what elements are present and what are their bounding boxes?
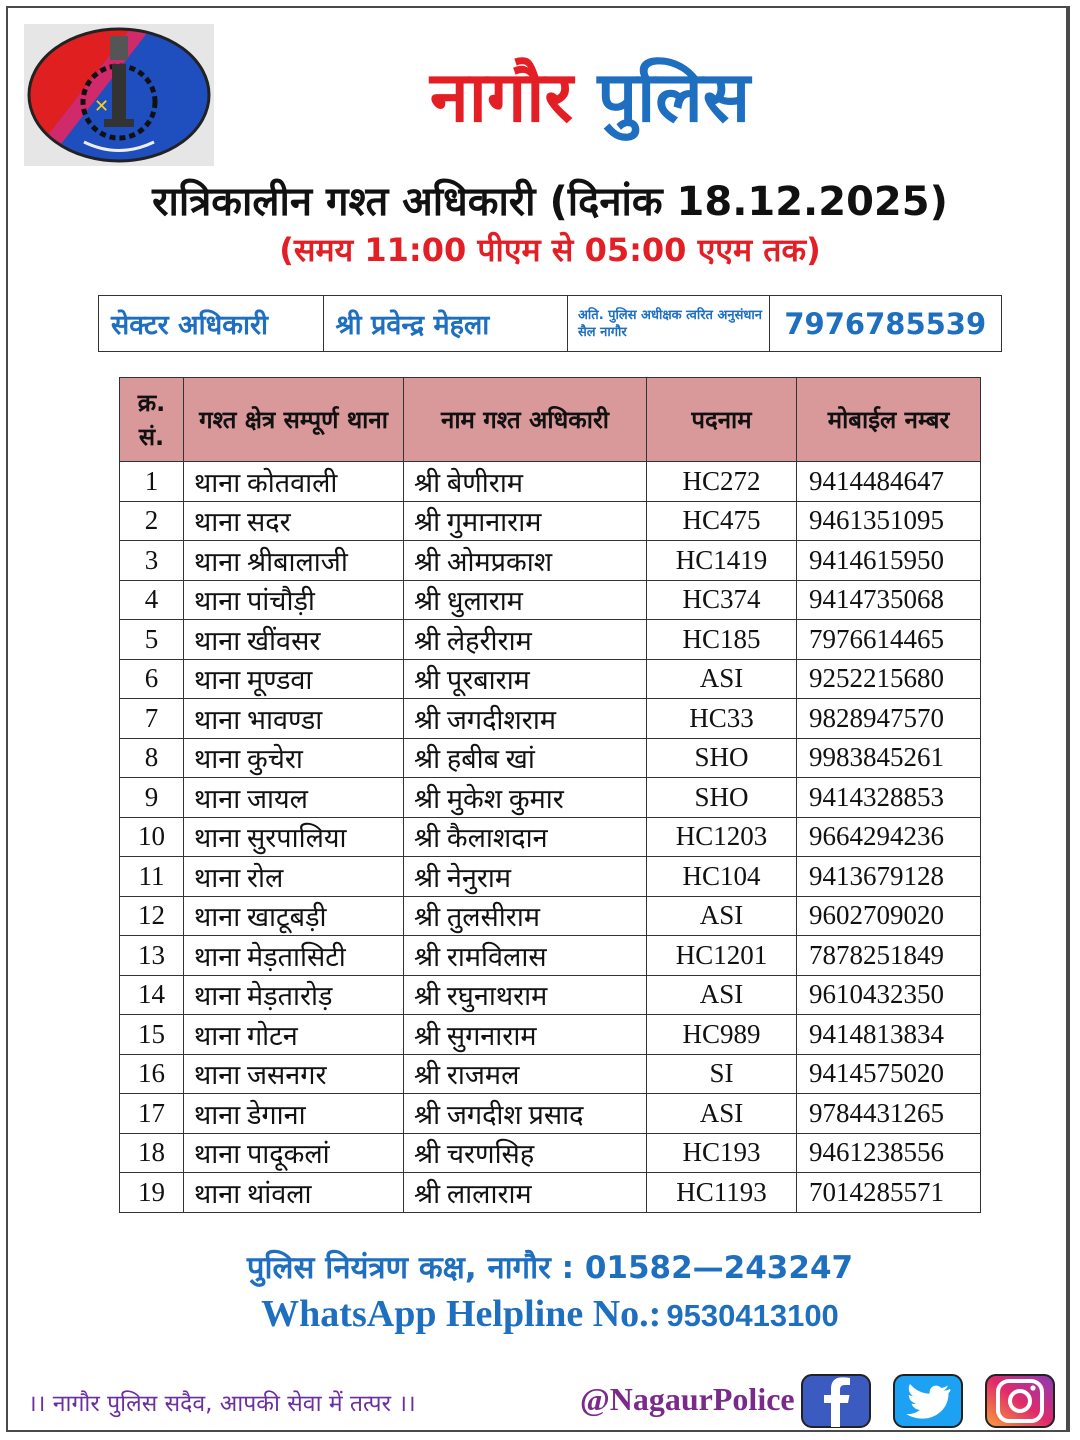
header-officer: नाम गश्त अधिकारी [404,378,647,462]
row-designation: HC374 [647,580,797,620]
social-handle: @NagaurPolice [580,1381,795,1417]
row-mobile-number: 7976614465 [797,620,981,660]
table-row [120,817,981,857]
row-designation: HC193 [647,1133,797,1173]
table-row [120,580,981,620]
row-serial: 16 [120,1054,184,1094]
sector-officer-designation: अति. पुलिस अधीक्षक त्वरित अनुसंधान सैल नागौर [568,296,770,351]
row-serial: 12 [120,896,184,936]
facebook-icon[interactable] [800,1373,872,1429]
row-officer-name: श्री राजमल [404,1054,647,1094]
page-subtitle: रात्रिकालीन गश्त अधिकारी (दिनांक 18.12.2025) [152,179,948,225]
row-serial: 6 [120,659,184,699]
row-police-station: थाना सुरपालिया [184,817,404,857]
header-area: गश्त क्षेत्र सम्पूर्ण थाना [184,378,404,462]
row-serial: 9 [120,778,184,818]
row-designation: HC272 [647,462,797,502]
row-police-station: थाना पांचौड़ी [184,580,404,620]
row-police-station: थाना गोटन [184,1015,404,1055]
row-police-station: थाना कुचेरा [184,738,404,778]
table-row [120,936,981,976]
row-officer-name: श्री कैलाशदान [404,817,647,857]
row-designation: HC104 [647,857,797,897]
row-serial: 15 [120,1015,184,1055]
row-designation: HC475 [647,501,797,541]
row-serial: 1 [120,462,184,502]
twitter-icon[interactable] [892,1373,964,1429]
row-mobile-number: 7014285571 [797,1173,981,1213]
row-officer-name: श्री गुमानाराम [404,501,647,541]
table-row [120,1094,981,1134]
row-officer-name: श्री हबीब खां [404,738,647,778]
row-officer-name: श्री तुलसीराम [404,896,647,936]
row-designation: ASI [647,659,797,699]
table-row [120,699,981,739]
row-designation: HC989 [647,1015,797,1055]
table-row [120,1133,981,1173]
row-officer-name: श्री जगदीश प्रसाद [404,1094,647,1134]
row-serial: 19 [120,1173,184,1213]
row-mobile-number: 9610432350 [797,975,981,1015]
row-designation: HC1419 [647,541,797,581]
table-row [120,541,981,581]
row-officer-name: श्री पूरबाराम [404,659,647,699]
row-police-station: थाना मेड़तासिटी [184,936,404,976]
row-officer-name: श्री रघुनाथराम [404,975,647,1015]
sector-officer-row [98,295,1002,352]
row-designation: HC1203 [647,817,797,857]
sector-officer-phone: 7976785539 [784,306,987,341]
row-mobile-number: 9414484647 [797,462,981,502]
row-designation: SHO [647,778,797,818]
row-mobile-number: 9252215680 [797,659,981,699]
whatsapp-label: WhatsApp Helpline No.: [261,1293,662,1335]
time-range: (समय 11:00 पीएम से 05:00 एएम तक) [279,231,821,269]
row-designation: ASI [647,896,797,936]
row-designation: HC33 [647,699,797,739]
row-police-station: थाना खाटूबड़ी [184,896,404,936]
row-mobile-number: 9414615950 [797,541,981,581]
rajasthan-police-logo [24,24,214,166]
row-serial: 8 [120,738,184,778]
row-police-station: थाना जसनगर [184,1054,404,1094]
page-title [330,52,850,142]
row-police-station: थाना रोल [184,857,404,897]
slogan: ।। नागौर पुलिस सदैव, आपकी सेवा में तत्पर ।। [28,1391,416,1417]
table-row [120,620,981,660]
row-mobile-number: 9602709020 [797,896,981,936]
row-police-station: थाना पादूकलां [184,1133,404,1173]
instagram-icon[interactable] [984,1373,1056,1429]
table-row [120,738,981,778]
row-serial: 4 [120,580,184,620]
table-row [120,462,981,502]
row-serial: 17 [120,1094,184,1134]
row-police-station: थाना श्रीबालाजी [184,541,404,581]
row-officer-name: श्री सुगनाराम [404,1015,647,1055]
row-mobile-number: 9414813834 [797,1015,981,1055]
row-officer-name: श्री मुकेश कुमार [404,778,647,818]
row-serial: 7 [120,699,184,739]
row-police-station: थाना थांवला [184,1173,404,1213]
row-mobile-number: 9461351095 [797,501,981,541]
row-mobile-number: 9828947570 [797,699,981,739]
table-body [120,462,981,1213]
row-serial: 13 [120,936,184,976]
title-red-part: नागौर [429,56,574,138]
table-row [120,1173,981,1213]
row-officer-name: श्री लेहरीराम [404,620,647,660]
row-officer-name: श्री ओमप्रकाश [404,541,647,581]
table-row [120,659,981,699]
table-row [120,778,981,818]
table-row [120,1054,981,1094]
svg-text:✕: ✕ [94,96,110,117]
row-officer-name: श्री नेनुराम [404,857,647,897]
table-row [120,501,981,541]
row-designation: ASI [647,975,797,1015]
header-serial: क्र. सं. [120,378,184,462]
row-serial: 2 [120,501,184,541]
row-officer-name: श्री जगदीशराम [404,699,647,739]
row-police-station: थाना भावण्डा [184,699,404,739]
table-row [120,975,981,1015]
row-police-station: थाना जायल [184,778,404,818]
row-designation: SHO [647,738,797,778]
table-row [120,1015,981,1055]
title-blue-part: पुलिस [597,56,751,138]
row-serial: 14 [120,975,184,1015]
table-header-row [120,378,981,462]
row-serial: 18 [120,1133,184,1173]
row-designation: SI [647,1054,797,1094]
row-officer-name: श्री धुलाराम [404,580,647,620]
header-mobile: मोबाईल नम्बर [797,378,981,462]
patrol-officers-table [119,377,981,1213]
row-serial: 10 [120,817,184,857]
row-police-station: थाना सदर [184,501,404,541]
row-officer-name: श्री चरणसिह [404,1133,647,1173]
row-mobile-number: 9664294236 [797,817,981,857]
row-officer-name: श्री बेणीराम [404,462,647,502]
row-mobile-number: 9414735068 [797,580,981,620]
row-mobile-number: 9983845261 [797,738,981,778]
row-serial: 11 [120,857,184,897]
row-designation: HC1201 [647,936,797,976]
whatsapp-helpline [100,1292,1000,1336]
sector-officer-name: श्री प्रवेन्द्र मेहला [324,296,568,351]
table-row [120,896,981,936]
row-mobile-number: 9414575020 [797,1054,981,1094]
row-police-station: थाना खींवसर [184,620,404,660]
row-serial: 3 [120,541,184,581]
row-mobile-number: 9461238556 [797,1133,981,1173]
row-serial: 5 [120,620,184,660]
row-mobile-number: 9784431265 [797,1094,981,1134]
row-police-station: थाना मेड़तारोड़ [184,975,404,1015]
row-police-station: थाना डेगाना [184,1094,404,1134]
row-officer-name: श्री लालाराम [404,1173,647,1213]
row-designation: HC1193 [647,1173,797,1213]
row-mobile-number: 9414328853 [797,778,981,818]
row-officer-name: श्री रामविलास [404,936,647,976]
row-designation: ASI [647,1094,797,1134]
row-mobile-number: 9413679128 [797,857,981,897]
header-rank: पदनाम [647,378,797,462]
row-police-station: थाना मूण्डवा [184,659,404,699]
row-mobile-number: 7878251849 [797,936,981,976]
row-police-station: थाना कोतवाली [184,462,404,502]
control-room-line: पुलिस नियंत्रण कक्ष, नागौर : 01582—243247 [246,1250,854,1286]
sector-label: सेक्टर अधिकारी [99,296,324,351]
table-row [120,857,981,897]
whatsapp-number: 9530413100 [666,1298,839,1333]
row-designation: HC185 [647,620,797,660]
